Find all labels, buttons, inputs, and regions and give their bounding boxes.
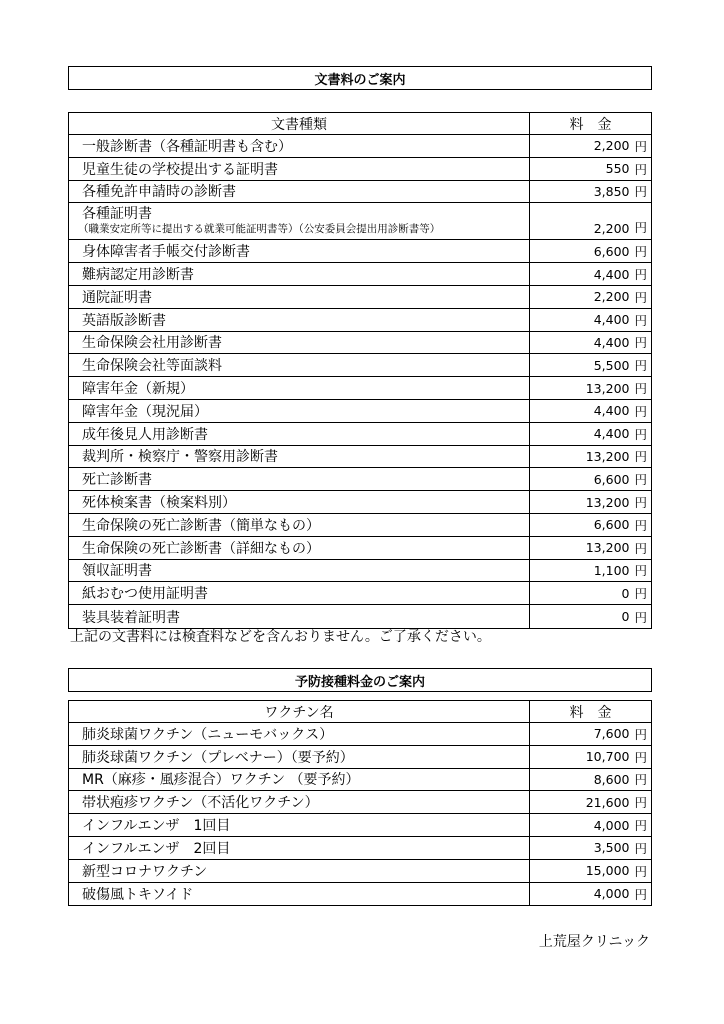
document-price: 3,850	[593, 183, 630, 199]
document-price-cell	[530, 181, 651, 203]
vaccine-name: 破傷風トキソイド	[82, 886, 194, 903]
currency-unit: 円	[634, 495, 647, 511]
vaccine-price: 4,000	[593, 886, 630, 902]
document-name: 死亡診断書	[82, 472, 152, 489]
document-table-header	[69, 113, 651, 135]
document-name-cell	[69, 158, 530, 180]
document-name: 各種証明書	[82, 206, 152, 223]
vaccine-row	[69, 814, 651, 837]
document-name-cell	[69, 181, 530, 203]
document-price: 4,400	[593, 426, 630, 442]
currency-unit: 円	[634, 818, 647, 834]
document-price-cell	[530, 263, 651, 285]
document-price: 13,200	[585, 380, 630, 396]
vaccine-name: 肺炎球菌ワクチン（プレベナー）（要予約）	[82, 749, 354, 766]
document-price: 4,400	[593, 266, 630, 282]
document-name: 死体検案書（検案料別）	[82, 495, 236, 512]
document-name-cell	[69, 400, 530, 422]
document-name: 紙おむつ使用証明書	[82, 586, 208, 603]
currency-unit: 円	[634, 472, 647, 488]
document-price: 2,200	[593, 221, 630, 237]
document-price-cell	[530, 158, 651, 180]
currency-unit: 円	[634, 220, 647, 236]
document-row	[69, 468, 651, 491]
vaccine-price: 4,000	[593, 817, 630, 833]
vaccine-price-cell	[530, 769, 651, 791]
document-name: 成年後見人用診断書	[82, 426, 208, 443]
document-name: 一般診断書（各種証明書も含む）	[82, 138, 292, 155]
vaccine-price-cell	[530, 791, 651, 813]
document-name-cell	[69, 537, 530, 559]
document-row	[69, 377, 651, 400]
document-price: 1,100	[593, 562, 630, 578]
document-row	[69, 514, 651, 537]
currency-unit: 円	[634, 517, 647, 533]
vaccine-row	[69, 723, 651, 746]
document-name: 生命保険の死亡診断書（詳細なもの）	[82, 540, 320, 557]
document-price: 13,200	[585, 494, 630, 510]
document-row	[69, 203, 651, 240]
document-price-cell	[530, 309, 651, 331]
currency-unit: 円	[634, 358, 647, 374]
vaccine-name-cell	[69, 723, 530, 745]
vaccination-fees-title: 予防接種料金のご案内	[68, 668, 652, 692]
document-name: 障害年金（現況届）	[82, 403, 208, 420]
vaccine-name: 帯状疱疹ワクチン（不活化ワクチン）	[82, 795, 319, 812]
document-name-cell	[69, 309, 530, 331]
document-row	[69, 582, 651, 605]
header-vaccine-name: ワクチン名	[69, 701, 530, 722]
document-price-cell	[530, 605, 651, 628]
document-row	[69, 560, 651, 583]
document-name: 裁判所・検察庁・警察用診断書	[82, 449, 278, 466]
document-name: 児童生徒の学校提出する証明書	[82, 161, 278, 178]
document-price: 4,400	[593, 312, 630, 328]
vaccine-row	[69, 791, 651, 814]
vaccine-name-cell	[69, 837, 530, 859]
document-row	[69, 135, 651, 158]
document-price-cell	[530, 491, 651, 513]
currency-unit: 円	[634, 840, 647, 856]
vaccine-fee-table	[68, 700, 652, 906]
document-name-cell	[69, 605, 530, 628]
currency-unit: 円	[634, 795, 647, 811]
currency-unit: 円	[634, 289, 647, 305]
vaccine-price: 15,000	[585, 863, 630, 879]
document-price-cell	[530, 537, 651, 559]
document-name-cell	[69, 332, 530, 354]
document-row	[69, 423, 651, 446]
currency-unit: 円	[634, 138, 647, 154]
document-fees-title: 文書料のご案内	[68, 66, 652, 90]
currency-unit: 円	[634, 586, 647, 602]
currency-unit: 円	[634, 426, 647, 442]
document-name-cell	[69, 560, 530, 582]
currency-unit: 円	[634, 403, 647, 419]
header-price: 料 金	[569, 704, 612, 721]
currency-unit: 円	[634, 161, 647, 177]
document-price-cell	[530, 400, 651, 422]
document-name-cell	[69, 582, 530, 604]
vaccine-price-cell	[530, 814, 651, 836]
document-price-cell	[530, 582, 651, 604]
document-price-cell	[530, 135, 651, 157]
fee-note: 上記の文書料には検査料などを含んおりません。ご了承ください。	[70, 629, 491, 645]
vaccine-row	[69, 837, 651, 860]
vaccine-price: 7,600	[593, 726, 630, 742]
document-name: 通院証明書	[82, 289, 152, 306]
document-price: 13,200	[585, 448, 630, 464]
currency-unit: 円	[634, 863, 647, 879]
document-price: 13,200	[585, 540, 630, 556]
currency-unit: 円	[634, 184, 647, 200]
vaccine-price-cell	[530, 746, 651, 768]
vaccine-name: MR（麻疹・風疹混合）ワクチン （要予約）	[82, 772, 360, 789]
currency-unit: 円	[634, 540, 647, 556]
document-name-cell	[69, 135, 530, 157]
document-name-cell	[69, 446, 530, 468]
document-name-cell	[69, 240, 530, 262]
document-row	[69, 491, 651, 514]
document-name: 英語版診断書	[82, 312, 166, 329]
document-row	[69, 240, 651, 263]
document-name-cell	[69, 263, 530, 285]
document-price: 6,600	[593, 517, 630, 533]
vaccine-price: 10,700	[585, 749, 630, 765]
vaccine-name-cell	[69, 769, 530, 791]
clinic-name: 上荒屋クリニック	[538, 934, 650, 950]
document-name-cell	[69, 514, 530, 536]
vaccine-price: 21,600	[585, 794, 630, 810]
document-name: 領収証明書	[82, 563, 152, 580]
document-price-cell	[530, 377, 651, 399]
vaccine-table-header	[69, 701, 651, 723]
vaccine-name: 肺炎球菌ワクチン（ニューモバックス）	[82, 726, 334, 743]
vaccine-row	[69, 860, 651, 883]
vaccine-row	[69, 883, 651, 906]
vaccine-name-cell	[69, 814, 530, 836]
document-name-note: （職業安定所等に提出する就業可能証明書等）（公安委員会提出用診断書等）	[78, 223, 441, 236]
document-price: 0	[621, 609, 630, 625]
vaccine-row	[69, 746, 651, 769]
currency-unit: 円	[634, 267, 647, 283]
document-fee-table	[68, 112, 652, 629]
document-price-cell	[530, 560, 651, 582]
currency-unit: 円	[634, 335, 647, 351]
currency-unit: 円	[634, 381, 647, 397]
vaccine-name: インフルエンザ 2回目	[82, 840, 231, 857]
document-name: 障害年金（新規）	[82, 381, 194, 398]
document-price-cell	[530, 203, 651, 239]
vaccine-price-cell	[530, 723, 651, 745]
currency-unit: 円	[634, 563, 647, 579]
document-row	[69, 537, 651, 560]
document-name: 各種免許申請時の診断書	[82, 184, 236, 201]
vaccine-name-cell	[69, 860, 530, 882]
document-name-cell	[69, 423, 530, 445]
document-name: 難病認定用診断書	[82, 267, 194, 284]
document-price: 2,200	[593, 138, 630, 154]
vaccine-price: 3,500	[593, 840, 630, 856]
document-row	[69, 263, 651, 286]
document-price: 4,400	[593, 334, 630, 350]
document-price-cell	[530, 332, 651, 354]
document-name-cell	[69, 354, 530, 376]
document-name-cell	[69, 468, 530, 490]
vaccine-price-cell	[530, 837, 651, 859]
document-row	[69, 158, 651, 181]
document-price: 6,600	[593, 243, 630, 259]
document-price: 6,600	[593, 471, 630, 487]
currency-unit: 円	[634, 726, 647, 742]
vaccine-name-cell	[69, 883, 530, 906]
document-price-cell	[530, 446, 651, 468]
currency-unit: 円	[634, 609, 647, 625]
document-price-cell	[530, 423, 651, 445]
document-name-cell	[69, 203, 530, 239]
document-row	[69, 605, 651, 628]
document-price-cell	[530, 468, 651, 490]
document-name: 装具装着証明書	[82, 609, 180, 626]
document-price: 550	[605, 161, 630, 177]
vaccine-name: インフルエンザ 1回目	[82, 818, 231, 835]
document-name-cell	[69, 377, 530, 399]
document-price-cell	[530, 354, 651, 376]
vaccine-price: 8,600	[593, 771, 630, 787]
header-document-type: 文書種類	[69, 113, 530, 134]
document-price: 4,400	[593, 403, 630, 419]
vaccine-row	[69, 769, 651, 792]
vaccine-name-cell	[69, 791, 530, 813]
document-price-cell	[530, 514, 651, 536]
document-price: 5,500	[593, 357, 630, 373]
currency-unit: 円	[634, 312, 647, 328]
currency-unit: 円	[634, 244, 647, 260]
currency-unit: 円	[634, 772, 647, 788]
vaccine-name-cell	[69, 746, 530, 768]
currency-unit: 円	[634, 749, 647, 765]
document-price: 2,200	[593, 289, 630, 305]
document-row	[69, 400, 651, 423]
header-price: 料 金	[569, 116, 612, 133]
document-row	[69, 446, 651, 469]
document-name-cell	[69, 491, 530, 513]
document-name: 身体障害者手帳交付診断書	[82, 244, 250, 261]
document-price: 0	[621, 585, 630, 601]
document-row	[69, 332, 651, 355]
currency-unit: 円	[634, 449, 647, 465]
vaccine-price-cell	[530, 860, 651, 882]
document-row	[69, 354, 651, 377]
document-row	[69, 309, 651, 332]
document-name: 生命保険の死亡診断書（簡単なもの）	[82, 517, 320, 534]
document-row	[69, 181, 651, 204]
vaccine-price-cell	[530, 883, 651, 906]
vaccine-name: 新型コロナワクチン	[82, 863, 208, 880]
document-name: 生命保険会社用診断書	[82, 335, 222, 352]
currency-unit: 円	[634, 886, 647, 902]
document-price-cell	[530, 286, 651, 308]
document-name: 生命保険会社等面談料	[82, 358, 222, 375]
document-price-cell	[530, 240, 651, 262]
document-name-cell	[69, 286, 530, 308]
document-row	[69, 286, 651, 309]
